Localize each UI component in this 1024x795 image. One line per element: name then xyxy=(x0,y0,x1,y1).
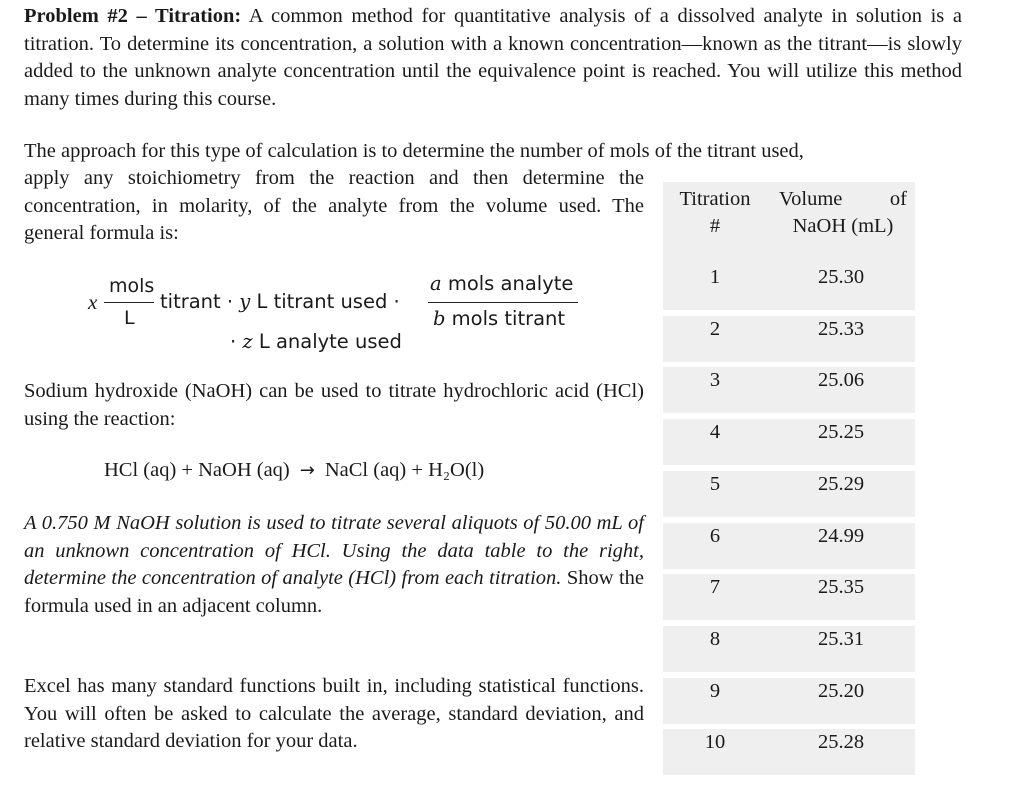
table-row xyxy=(663,523,915,569)
formula-analyte-volume xyxy=(230,330,402,353)
naoh-paragraph: Sodium hydroxide (NaOH) can be used to titrate hydrochloric acid (HCl) using the reaction: xyxy=(24,380,644,430)
table-row xyxy=(663,626,915,672)
naoh-volume: 25.28 xyxy=(817,731,865,754)
titration-number: 4 xyxy=(709,421,721,444)
naoh-volume: 25.29 xyxy=(817,472,865,495)
formula-b-text: mols titrant xyxy=(445,307,566,330)
reaction-arrow-icon: → xyxy=(299,460,315,481)
naoh-volume: 25.20 xyxy=(817,679,865,702)
task-plain-text: Show the formula used in an adjacent column. xyxy=(24,567,645,617)
formula-titrant-used xyxy=(160,290,400,313)
naoh-volume: 24.99 xyxy=(817,524,865,547)
table-row xyxy=(663,367,915,413)
table-row xyxy=(663,264,915,310)
titration-number: 8 xyxy=(709,627,721,650)
naoh-volume: 25.33 xyxy=(817,317,865,340)
table-row xyxy=(663,419,915,465)
titration-number: 3 xyxy=(709,369,721,392)
table-row xyxy=(663,316,915,362)
excel-paragraph: Excel has many standard functions built in, including statistical functions. You will often be asked to calculate the average, standard deviation, and relative standard deviation for your data. xyxy=(24,675,644,752)
titration-number: 7 xyxy=(709,576,721,599)
naoh-volume: 25.31 xyxy=(817,627,865,650)
header-volume-word: Volume xyxy=(779,188,843,210)
naoh-volume: 25.30 xyxy=(817,266,865,288)
task-paragraph xyxy=(24,510,644,620)
problem-intro xyxy=(24,3,962,113)
formula-fraction-bar xyxy=(104,302,154,303)
formula-mols: mols xyxy=(109,275,155,297)
formula-a: a xyxy=(430,272,442,295)
formula-mid-prefix: titrant · xyxy=(160,290,240,313)
task-italic-text: A 0.750 M NaOH solution is used to titrate several aliquots of 50.00 mL of an unknown concentration of HCl. Using the data table to the right, determine the concentration of analyte (HCl) from each titration. xyxy=(24,512,644,589)
formula-mid-suffix: L titrant used · xyxy=(250,290,400,313)
titration-number: 5 xyxy=(709,472,721,495)
reaction-products: NaCl (aq) + H₂O(l) xyxy=(324,459,485,481)
formula-fraction-bar-2 xyxy=(428,302,578,303)
header-titration-number xyxy=(663,186,767,240)
titration-number: 10 xyxy=(704,731,726,754)
titration-number: 2 xyxy=(709,317,721,340)
titration-number: 6 xyxy=(709,524,721,547)
table-row xyxy=(663,678,915,724)
formula-z-text: L analyte used xyxy=(252,330,402,353)
reaction-reactants: HCl (aq) + NaOH (aq) xyxy=(104,459,290,481)
titration-number: 1 xyxy=(709,266,721,288)
reaction-equation xyxy=(104,459,484,482)
formula-z: z xyxy=(242,330,253,353)
formula-analyte-numerator xyxy=(430,272,573,295)
table-row xyxy=(663,729,915,775)
approach-text: apply any stoichiometry from the reaction and then determine the concentration, in molarity, of the analyte from the volume used. The general formula is: xyxy=(24,167,644,244)
titration-number: 9 xyxy=(709,679,721,702)
formula-x: x xyxy=(88,290,98,314)
table-row xyxy=(663,574,915,620)
header-of-word: of xyxy=(889,188,907,210)
intro-text: A common method for quantitative analysis of a dissolved analyte in solution is a titration. To determine its concentration, a solution with a known concentration—known as the titrant—is slowly added to the unknown analyte concentration until the equivalence point is reached. You will utilize this method many times during this course. xyxy=(24,5,963,110)
formula-z-prefix: · xyxy=(230,330,243,353)
naoh-volume: 25.25 xyxy=(817,421,865,444)
header-volume xyxy=(779,186,907,240)
header-naoh-ml: NaOH (mL) xyxy=(792,215,894,237)
formula-b: b xyxy=(433,307,446,330)
formula-L: L xyxy=(124,307,135,329)
table-header xyxy=(663,182,915,264)
naoh-volume: 25.35 xyxy=(817,576,865,599)
formula-y: y xyxy=(239,290,251,313)
header-number-symbol: # xyxy=(709,215,721,237)
naoh-volume: 25.06 xyxy=(817,369,865,392)
approach-line1: The approach for this type of calculation is to determine the number of mols of the titrant used, xyxy=(24,140,804,162)
formula-titrant-denominator xyxy=(433,307,565,330)
formula-a-text: mols analyte xyxy=(441,272,574,295)
header-titration-label: Titration xyxy=(679,188,751,210)
problem-heading: Problem #2 – Titration: xyxy=(24,5,242,27)
table-row xyxy=(663,471,915,517)
